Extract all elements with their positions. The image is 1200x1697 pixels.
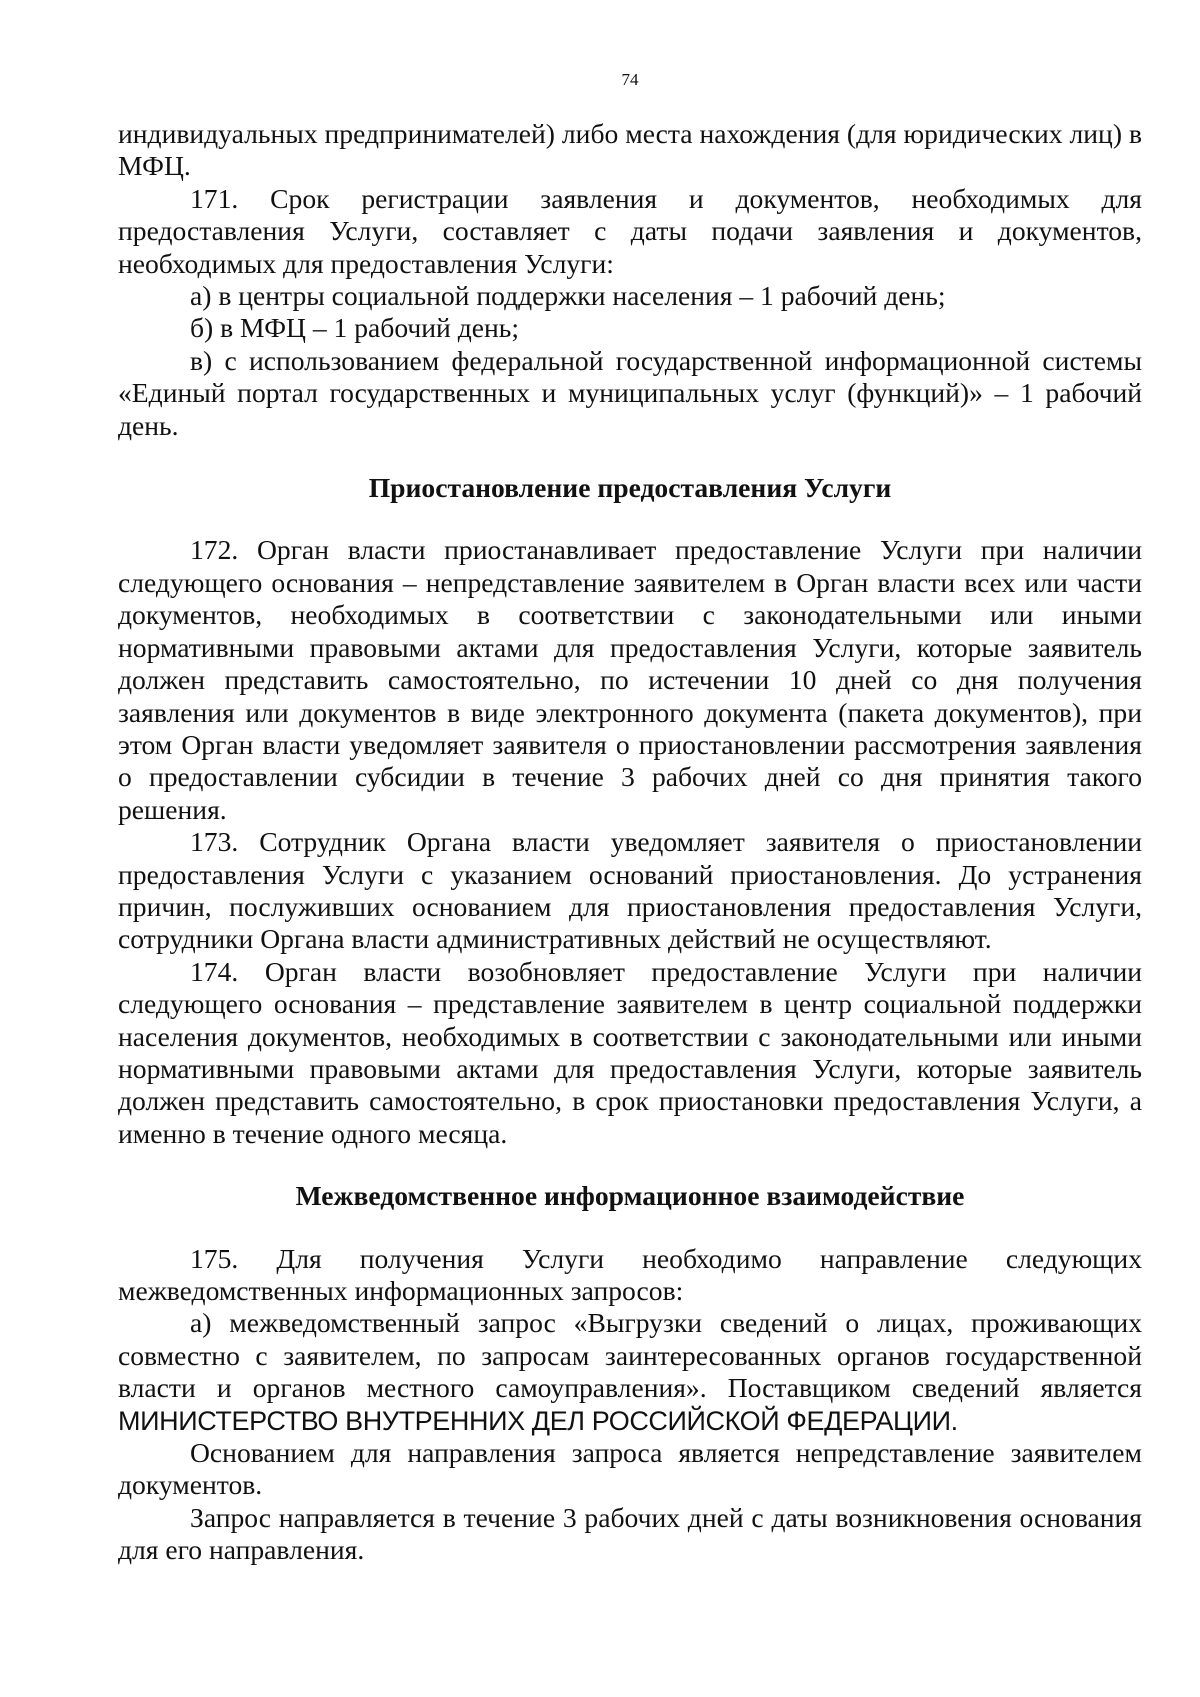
ministry-name: МИНИСТЕРСТВО ВНУТРЕННИХ ДЕЛ РОССИЙСКОЙ ФЕДЕРАЦИИ. xyxy=(118,1405,958,1436)
paragraph-171-b: б) в МФЦ – 1 рабочий день; xyxy=(190,312,520,344)
document-body xyxy=(118,118,1142,1567)
paragraph-175-basis: Основанием для направления запроса является непредставление заявителем документов. xyxy=(118,1437,1142,1501)
paragraph-171: 171. Срок регистрации заявления и документов, необходимых для предоставления Услуги, составляет с даты подачи заявления и документов, необходимых для предоставления Услуги: xyxy=(118,182,1142,279)
paragraph-175-a xyxy=(118,1307,1142,1437)
section-heading-suspension: Приостановление предоставления Услуги xyxy=(368,472,892,504)
paragraph-174: 174. Орган власти возобновляет предоставление Услуги при наличии следующего основания – представление заявителем в центр социальной поддержки населения документов, необходимых в соответствии с законодательными или иными нормативными правовыми актами для предоставления Услуги, которые заявитель должен представить самостоятельно, в срок приостановки предоставления Услуги, а именно в течение одного месяца. xyxy=(118,955,1142,1149)
paragraph-173: 173. Сотрудник Органа власти уведомляет заявителя о приостановлении предоставления Услуги с указанием оснований приостановления. До устранения причин, послуживших основанием для приостановления предоставления Услуги, сотрудники Органа власти административных действий не осуществляют. xyxy=(118,826,1142,955)
paragraph-171-c: в) с использованием федеральной государственной информационной системы «Единый портал государственных и муниципальных услуг (функций)» – 1 рабочий день. xyxy=(118,344,1142,441)
paragraph-continuation: индивидуальных предпринимателей) либо места нахождения (для юридических лиц) в МФЦ. xyxy=(118,118,1142,182)
paragraph-175: 175. Для получения Услуги необходимо направление следующих межведомственных информационных запросов: xyxy=(118,1242,1142,1306)
paragraph-172: 172. Орган власти приостанавливает предоставление Услуги при наличии следующего основания – непредставление заявителем в Орган власти всех или части документов, необходимых в соответствии с законодательными или иными нормативными правовыми актами для предоставления Услуги, которые заявитель должен представить самостоятельно, по истечении 10 дней со дня получения заявления или документов в виде электронного документа (пакета документов), при этом Орган власти уведомляет заявителя о приостановлении рассмотрения заявления о предоставлении субсидии в течение 3 рабочих дней со дня принятия такого решения. xyxy=(118,534,1142,825)
paragraph-171-a: а) в центры социальной поддержки населения – 1 рабочий день; xyxy=(190,280,946,312)
section-heading-interagency: Межведомственное информационное взаимодействие xyxy=(295,1180,965,1212)
page-number: 74 xyxy=(621,70,639,89)
paragraph-175-deadline: Запрос направляется в течение 3 рабочих дней с даты возникновения основания для его направления. xyxy=(118,1501,1142,1566)
paragraph-175-a-text: а) межведомственный запрос «Выгрузки сведений о лицах, проживающих совместно с заявителем, по запросам заинтересованных органов государственной власти и органов местного самоуправления». Поставщиком сведений является xyxy=(118,1307,1142,1404)
